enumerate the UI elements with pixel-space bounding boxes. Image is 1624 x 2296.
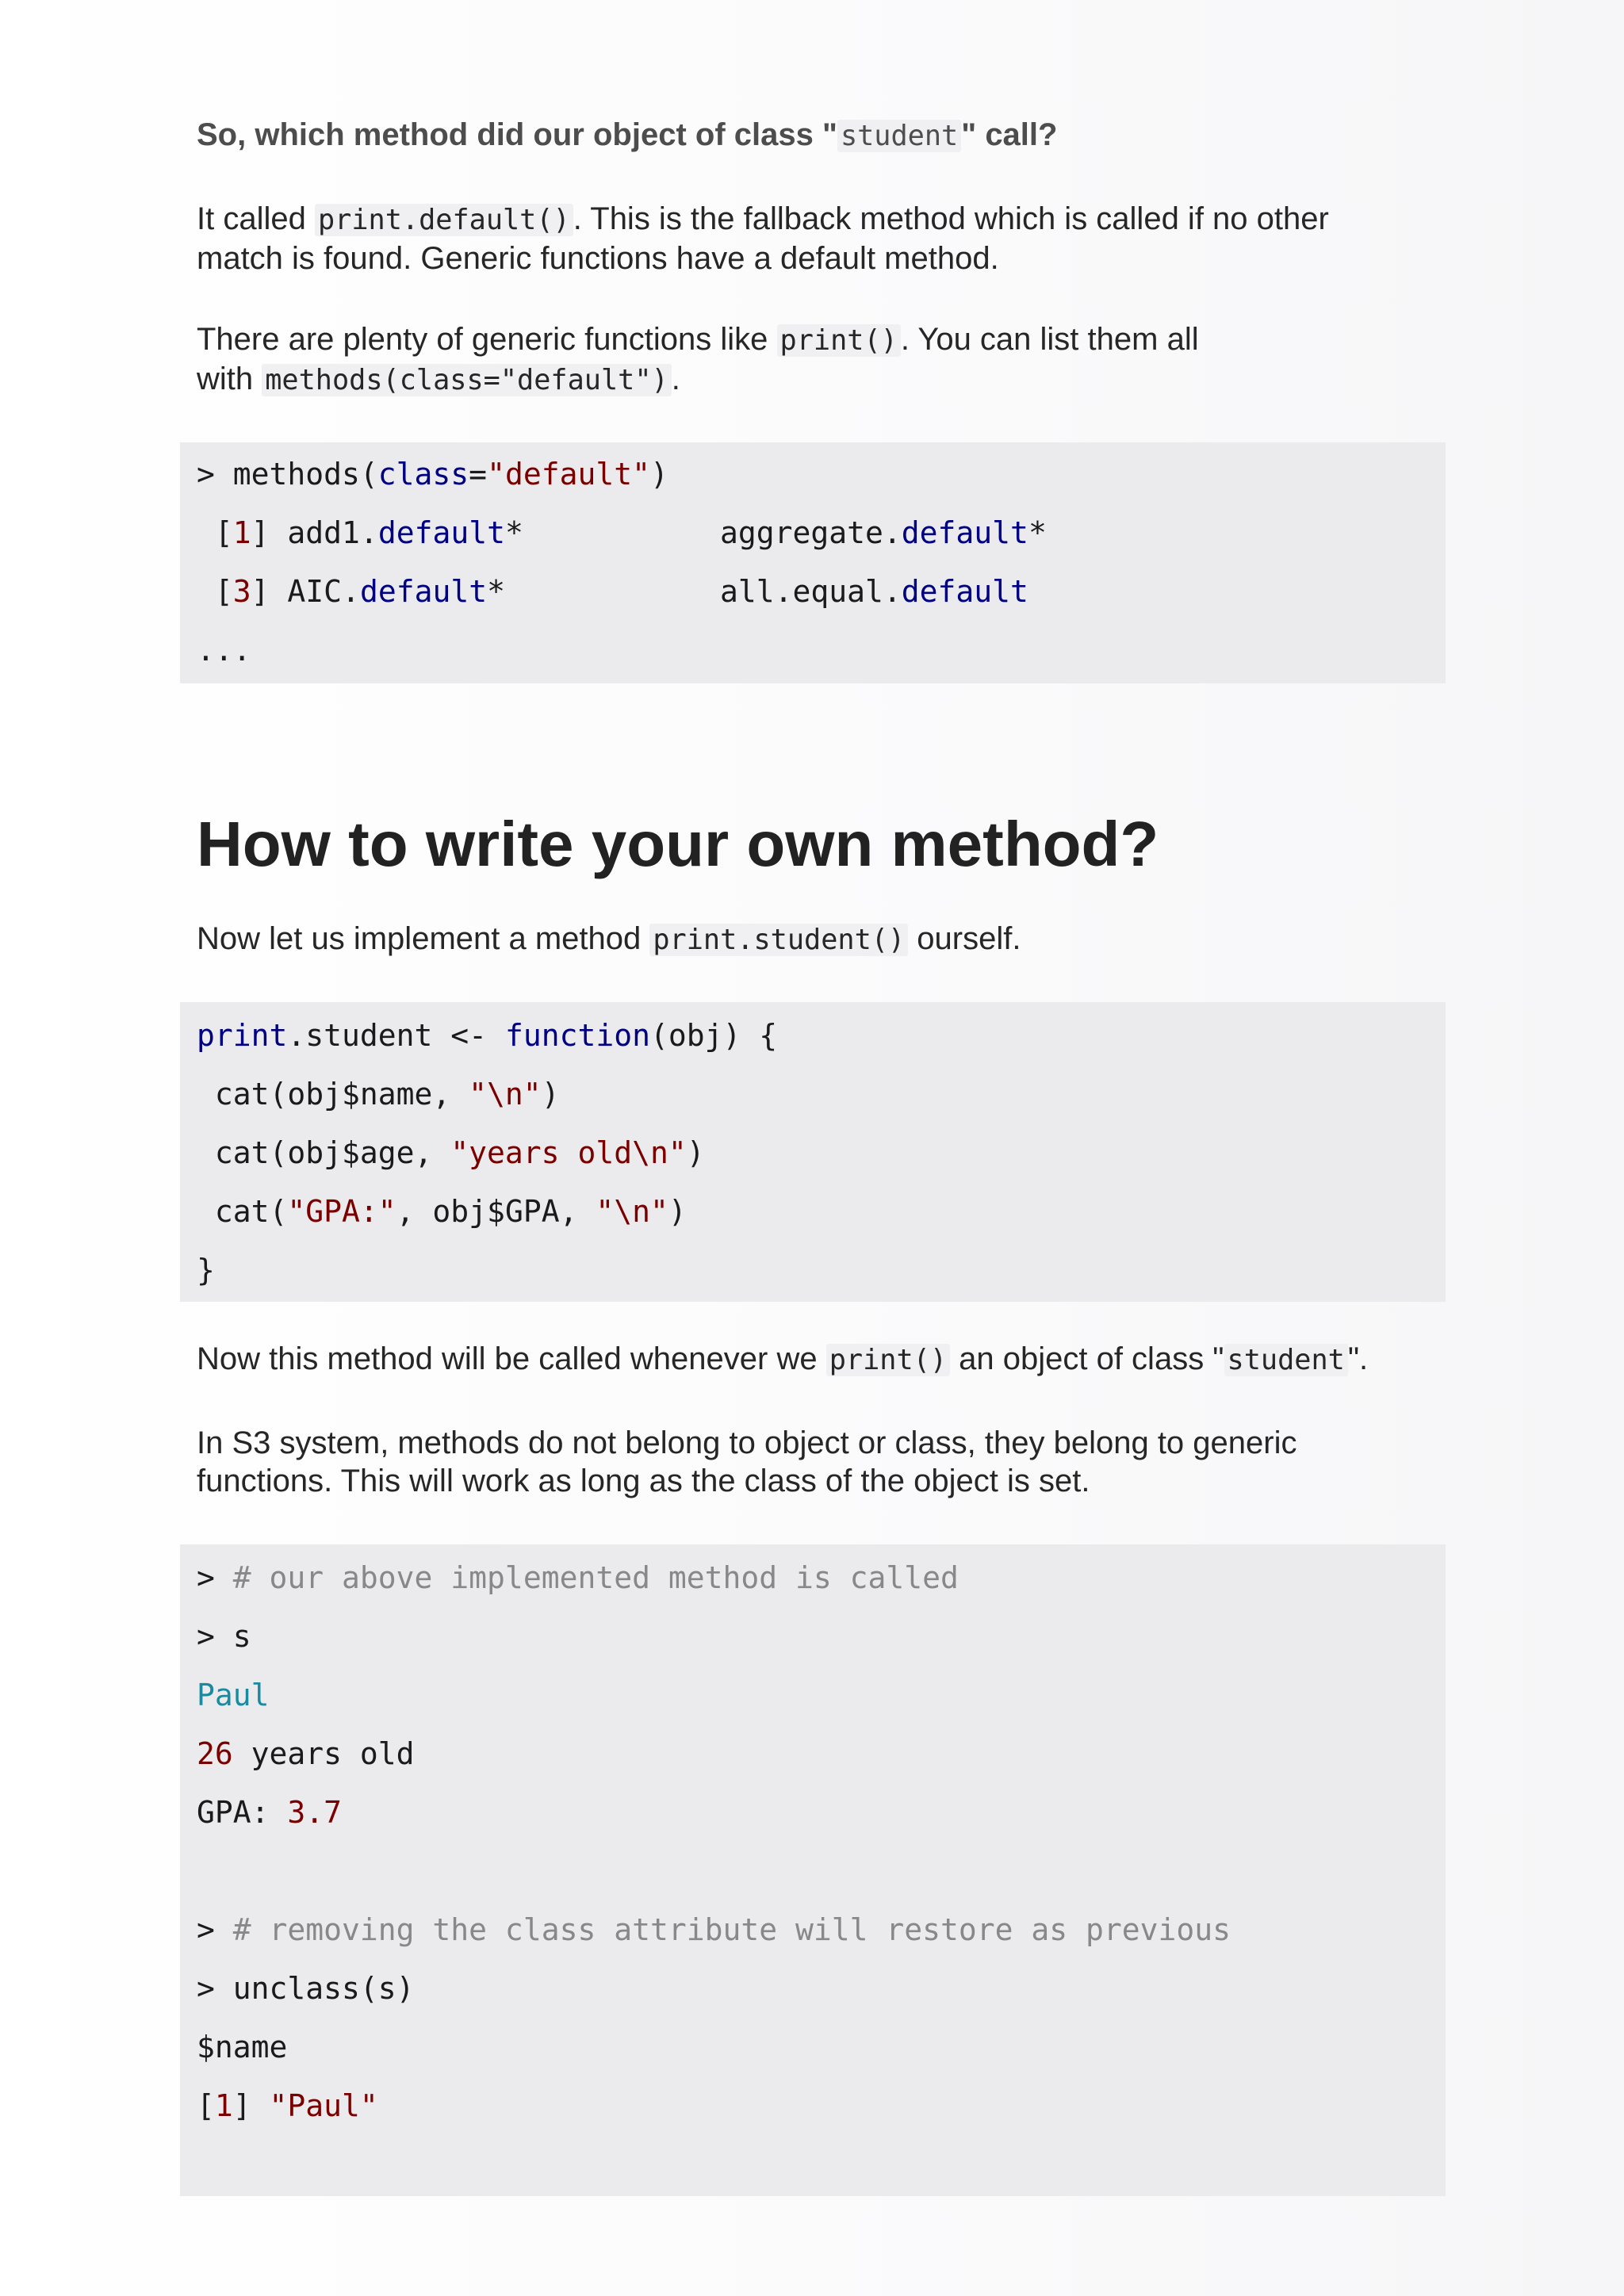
code-line: [197, 572, 1386, 610]
code-comment: # removing the class attribute will restore as previous: [232, 1912, 1231, 1947]
code-text: , obj$GPA,: [396, 1194, 596, 1229]
code-text: >: [197, 1912, 233, 1947]
code-string: "\n": [469, 1077, 542, 1112]
code-line: > s: [197, 1619, 251, 1654]
code-text: GPA:: [197, 1795, 288, 1830]
paragraph-line: [197, 920, 1450, 959]
code-column-2: [720, 572, 1028, 610]
paragraph-line: [197, 320, 1450, 360]
code-line: ...: [197, 633, 251, 668]
text-span: Now let us implement a method: [197, 921, 650, 956]
text-span: Now this method will be called whenever we: [197, 1341, 826, 1376]
paragraph-line: match is found. Generic functions have a default method.: [197, 241, 999, 276]
paragraph-s3-system: [197, 1424, 1450, 1500]
section-heading: How to write your own method?: [197, 809, 1159, 879]
question-heading: [197, 114, 1057, 157]
code-keyword: function: [504, 1018, 650, 1053]
paragraph-generic-functions: [197, 320, 1450, 400]
code-text: [: [197, 574, 233, 609]
code-line: [197, 1075, 560, 1113]
code-text: ]: [232, 2088, 270, 2123]
code-text: ): [686, 1135, 705, 1170]
code-text: years old: [232, 1736, 415, 1771]
question-prefix: So, which method did our object of class ": [197, 117, 837, 152]
code-text: *: [1028, 515, 1047, 550]
paragraph-called-whenever: [197, 1340, 1450, 1380]
code-line: [197, 1016, 777, 1054]
code-keyword: print: [197, 1018, 288, 1053]
inline-code-print: print(): [777, 324, 901, 357]
code-string: "default": [487, 457, 650, 492]
text-span: It called: [197, 201, 315, 236]
code-keyword: default: [901, 515, 1028, 550]
inline-code-print-default: print.default(): [315, 204, 573, 236]
code-block-output: [180, 1544, 1446, 2196]
code-line: [197, 455, 668, 493]
code-line: [197, 1134, 705, 1172]
paragraph-line: [197, 200, 1450, 239]
code-line: [197, 1793, 342, 1831]
code-block-print-student: [180, 1002, 1446, 1302]
code-text: *: [487, 574, 505, 609]
text-span: ourself.: [908, 921, 1021, 956]
code-text: cat(: [197, 1194, 288, 1229]
code-string: "years old\n": [450, 1135, 687, 1170]
code-column-2: [720, 514, 1047, 552]
code-line: > unclass(s): [197, 1971, 415, 2006]
text-span: .: [671, 362, 680, 396]
code-number: 3: [232, 574, 251, 609]
inline-code-student: student: [837, 120, 961, 152]
code-keyword: default: [377, 515, 505, 550]
code-string: "\n": [596, 1194, 668, 1229]
text-span: There are plenty of generic functions like: [197, 322, 777, 357]
inline-code-print-student: print.student(): [649, 924, 908, 956]
paragraph-line: functions. This will work as long as the class of the object is set.: [197, 1464, 1090, 1498]
paragraph-implement: [197, 920, 1450, 959]
code-number: 26: [197, 1736, 233, 1771]
code-line: [197, 2087, 378, 2125]
code-text: cat(obj$name,: [197, 1077, 469, 1112]
question-suffix: " call?: [961, 117, 1058, 152]
code-number: 3.7: [287, 1795, 343, 1830]
code-text: *: [504, 515, 523, 550]
code-comment: # our above implemented method is called: [232, 1560, 959, 1595]
code-keyword: default: [901, 574, 1028, 609]
code-text: all.equal.: [720, 574, 902, 609]
code-line: Paul: [197, 1678, 270, 1712]
code-line: [197, 1559, 959, 1597]
code-line: [197, 1192, 687, 1230]
code-text: > methods(: [197, 457, 378, 492]
text-span: an object of class ": [950, 1341, 1224, 1376]
inline-code-student: student: [1224, 1344, 1348, 1376]
code-text: [: [197, 515, 233, 550]
code-number: 1: [214, 2088, 233, 2123]
code-text: =: [469, 457, 488, 492]
code-string: "Paul": [269, 2088, 378, 2123]
paragraph-line: [197, 360, 1450, 400]
text-span: . You can list them all: [900, 322, 1199, 357]
code-text: >: [197, 1560, 233, 1595]
code-block-methods: [180, 442, 1446, 683]
code-text: ] add1.: [251, 515, 378, 550]
code-text: ): [649, 457, 668, 492]
paragraph-fallback: [197, 200, 1450, 277]
paragraph-line: In S3 system, methods do not belong to object or class, they belong to generic: [197, 1425, 1297, 1460]
code-text: [: [197, 2088, 215, 2123]
code-text: (obj) {: [649, 1018, 778, 1053]
code-line: }: [197, 1253, 215, 1288]
code-number: 1: [232, 515, 251, 550]
code-text: ): [541, 1077, 560, 1112]
code-line: [197, 1735, 415, 1773]
code-text: aggregate.: [720, 515, 902, 550]
code-keyword: class: [377, 457, 469, 492]
inline-code-print: print(): [826, 1344, 950, 1376]
code-text: ] AIC.: [251, 574, 360, 609]
code-line: [197, 514, 1386, 552]
code-string: "GPA:": [287, 1194, 396, 1229]
text-span: . This is the fallback method which is called if no other: [573, 201, 1329, 236]
paragraph-line: [197, 1340, 1450, 1380]
code-keyword: default: [359, 574, 488, 609]
code-text: ): [668, 1194, 687, 1229]
code-text: .student <-: [287, 1018, 505, 1053]
text-span: ".: [1347, 1341, 1369, 1376]
code-line: [197, 1911, 1231, 1949]
text-span: with: [197, 362, 262, 396]
code-text: cat(obj$age,: [197, 1135, 451, 1170]
code-line: $name: [197, 2030, 288, 2064]
inline-code-methods: methods(class="default"): [262, 364, 671, 396]
